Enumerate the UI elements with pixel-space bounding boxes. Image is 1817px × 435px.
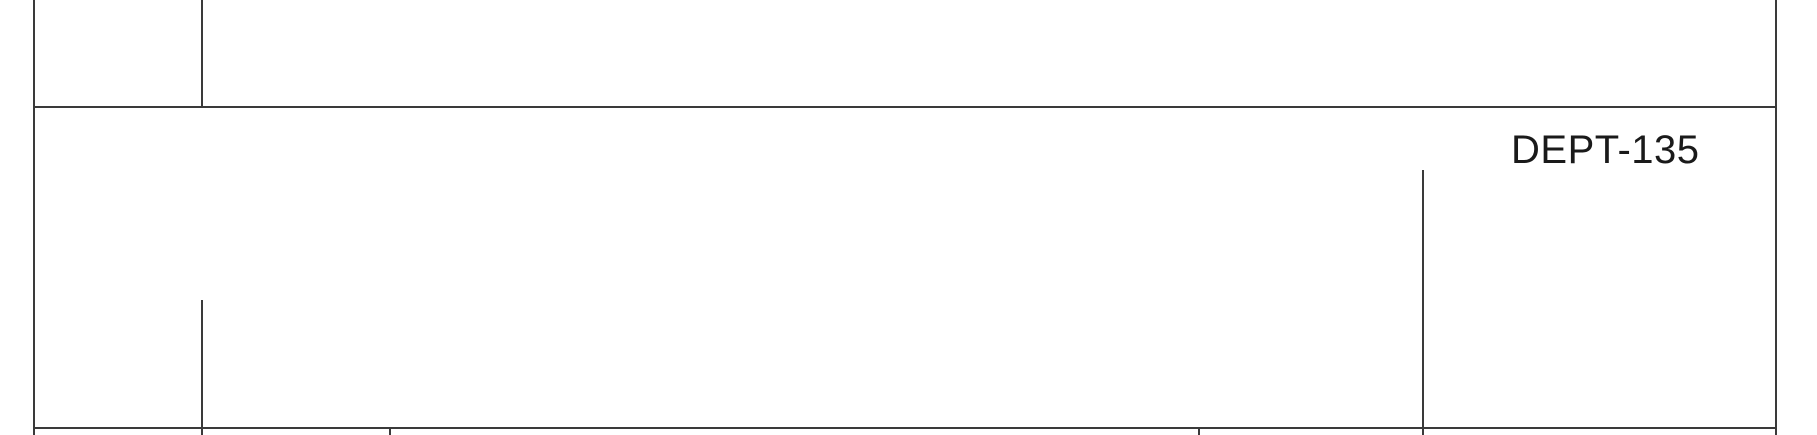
bottom-row-separator	[33, 427, 1777, 429]
bottom-row-divider-2	[1198, 427, 1200, 435]
top-row-divider	[201, 0, 203, 107]
bottom-row-divider-1	[389, 427, 391, 435]
department-code: DEPT-135	[1511, 128, 1700, 172]
middle-row-divider-right	[1422, 170, 1424, 435]
right-border	[1775, 0, 1777, 435]
middle-row-divider-left	[201, 300, 203, 435]
row-separator	[33, 106, 1777, 108]
left-border	[33, 0, 35, 435]
